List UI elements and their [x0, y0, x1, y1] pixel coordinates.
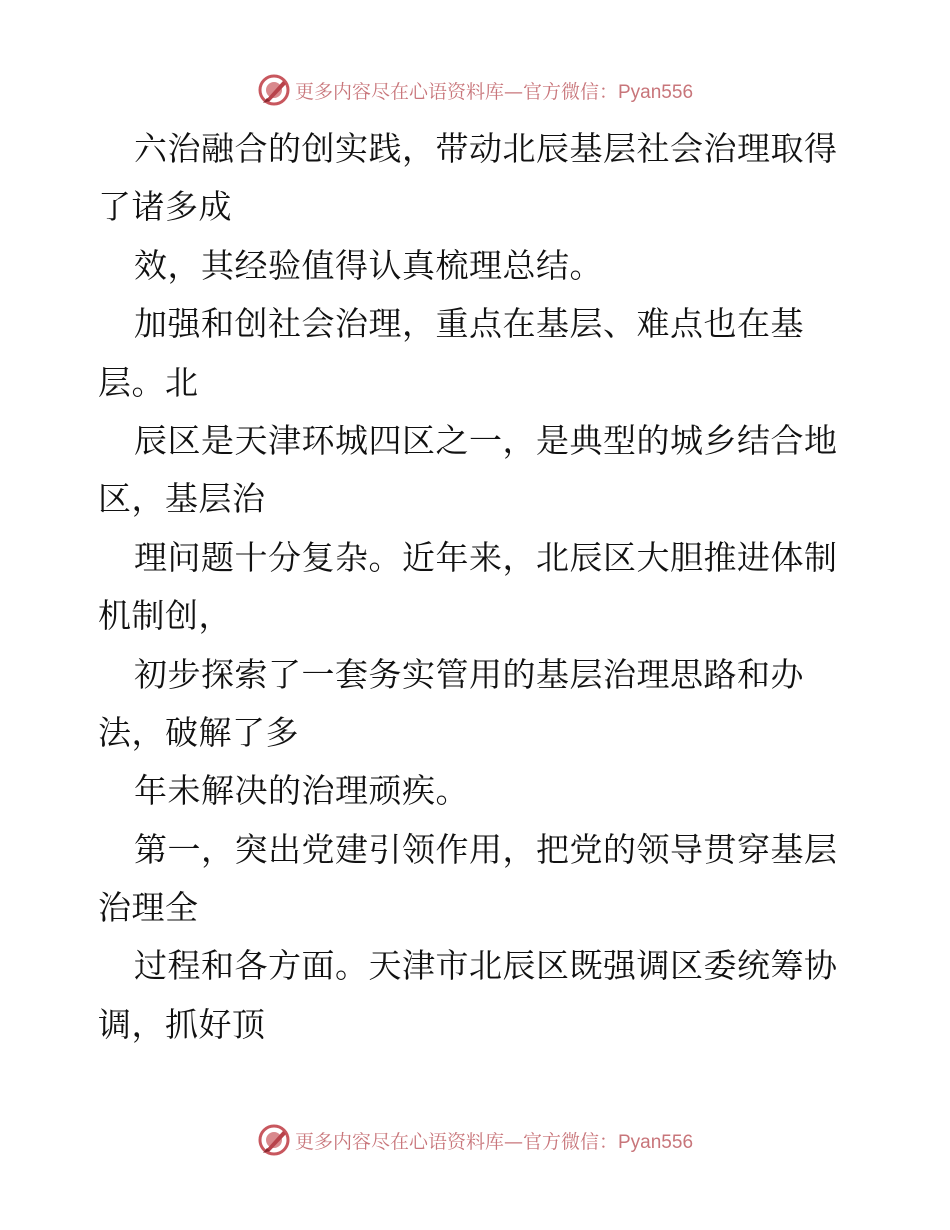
body-line: 了诸多成	[98, 187, 232, 227]
document-body	[98, 120, 858, 1054]
brand-logo-icon	[257, 1123, 291, 1157]
body-line: 法，破解了多	[98, 712, 299, 752]
body-line: 加强和创社会治理，重点在基层、难点也在基	[134, 304, 804, 344]
wechat-handle: Pyan556	[618, 1131, 694, 1153]
body-line: 效，其经验值得认真梳理总结。	[134, 245, 603, 285]
banner-text: 更多内容尽在心语资料库—官方微信：Pyan556	[294, 1130, 694, 1153]
body-line: 机制创，	[98, 596, 232, 636]
body-line: 治理全	[98, 888, 199, 928]
banner-text: 更多内容尽在心语资料库—官方微信：Pyan556	[294, 80, 694, 103]
body-line: 辰区是天津环城四区之一，是典型的城乡结合地	[134, 420, 838, 460]
wechat-handle: Pyan556	[618, 81, 694, 103]
brand-logo-icon	[257, 73, 291, 107]
body-line: 层。北	[98, 362, 199, 402]
header-banner	[0, 70, 950, 110]
body-line: 过程和各方面。天津市北辰区既强调区委统筹协	[134, 946, 838, 986]
body-line: 六治融合的创实践，带动北辰基层社会治理取得	[134, 129, 838, 168]
body-line: 年未解决的治理顽疾。	[134, 771, 469, 811]
body-line: 区，基层治	[98, 479, 266, 519]
body-line: 理问题十分复杂。近年来，北辰区大胆推进体制	[134, 537, 838, 577]
body-line: 初步探索了一套务实管用的基层治理思路和办	[134, 654, 804, 694]
body-line: 调，抓好顶	[98, 1004, 266, 1044]
footer-banner	[0, 1120, 950, 1160]
body-line: 第一，突出党建引领作用，把党的领导贯穿基层	[134, 829, 838, 869]
